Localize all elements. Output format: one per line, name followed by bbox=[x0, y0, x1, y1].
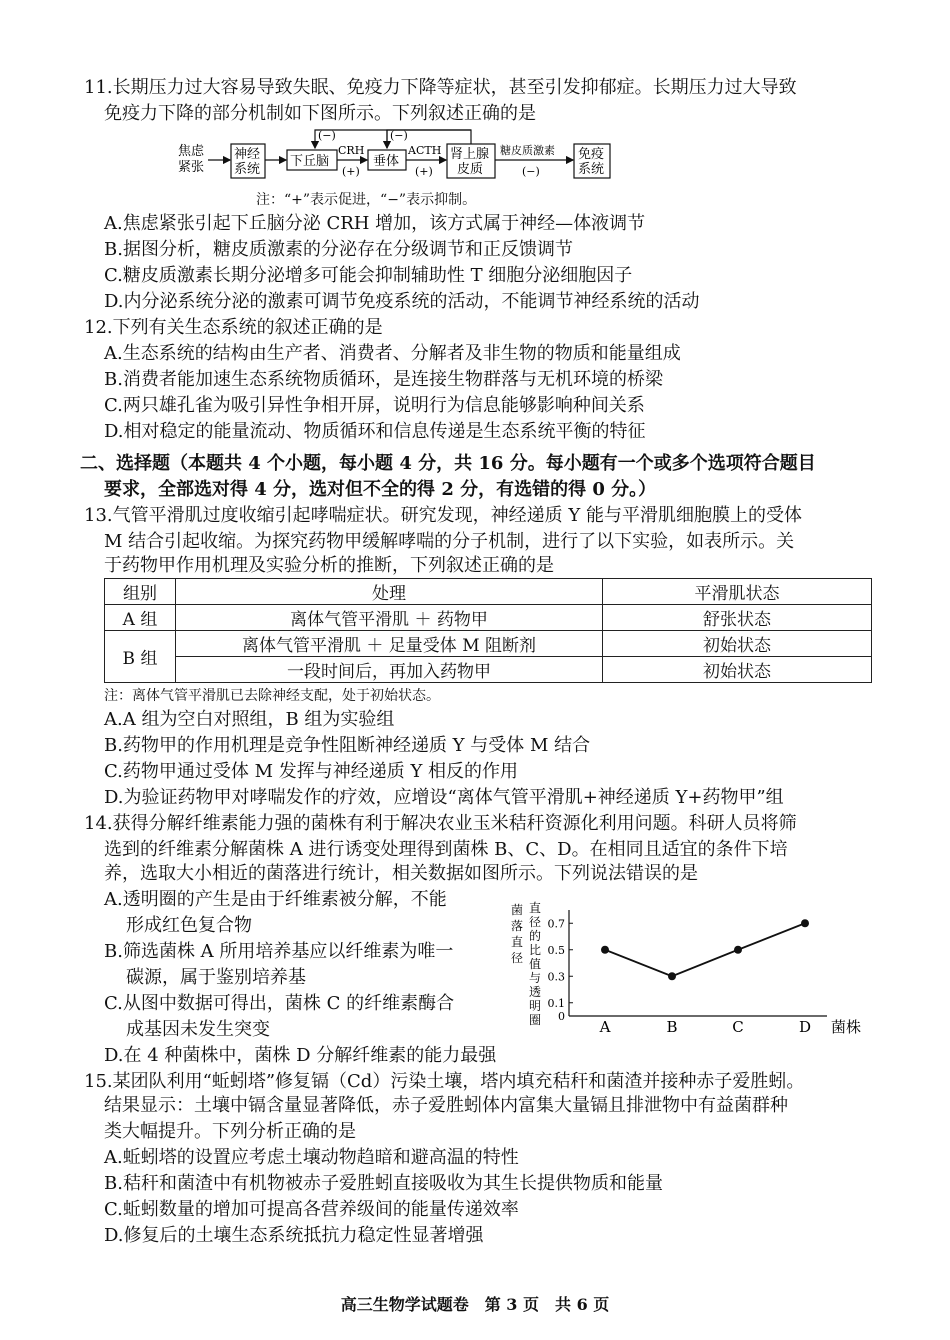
chart-ylabel-col2: 直径的比值与透明圈 bbox=[528, 901, 542, 1027]
q11-stem-line1: 11.长期压力过大容易导致失眠、免疫力下降等症状，甚至引发抑郁症。长期压力过大导致 bbox=[84, 77, 797, 98]
chart-y-tick-label-2: 0.3 bbox=[547, 970, 565, 984]
table-cell-group-a: A 组 bbox=[105, 605, 176, 631]
q14-option-a-line1[interactable]: A.透明圈的产生是由于纤维素被分解，不能 bbox=[104, 889, 447, 910]
q13-experiment-table bbox=[104, 578, 872, 683]
q11-option-a[interactable]: A.焦虑紧张引起下丘脑分泌 CRH 增加，该方式属于神经—体液调节 bbox=[104, 213, 646, 234]
q15-option-d[interactable]: D.修复后的土壤生态系统抵抗力稳定性显著增强 bbox=[104, 1225, 484, 1246]
q13-stem-line2: M 结合引起收缩。为探究药物甲缓解哮喘的分子机制，进行了以下实验，如表所示。关 bbox=[104, 531, 795, 552]
table-cell-group-b: B 组 bbox=[105, 631, 176, 683]
q13-option-b[interactable]: B.药物甲的作用机理是竞争性阻断神经递质 Y 与受体 M 结合 bbox=[104, 735, 591, 756]
chart-ylabel-col1: 菌落直径 bbox=[510, 903, 524, 965]
diagram-start-line1: 焦虑 bbox=[178, 144, 205, 159]
chart-y-tick-label-4: 0.7 bbox=[547, 917, 565, 931]
table-cell-treatment-b2: 一段时间后，再加入药物甲 bbox=[176, 657, 603, 683]
table-cell-treatment-b1: 离体气管平滑肌 ＋ 足量受体 M 阻断剂 bbox=[176, 631, 603, 657]
table-cell-treatment-a: 离体气管平滑肌 ＋ 药物甲 bbox=[176, 605, 603, 631]
q12-option-d[interactable]: D.相对稳定的能量流动、物质循环和信息传递是生态系统平衡的特征 bbox=[104, 421, 646, 442]
q11-option-d[interactable]: D.内分泌系统分泌的激素可调节免疫系统的活动，不能调节神经系统的活动 bbox=[104, 291, 700, 312]
table-header-state: 平滑肌状态 bbox=[603, 579, 872, 605]
chart-x-label-A: A bbox=[599, 1018, 611, 1036]
q11-diagram-note: 注：“+”表示促进，“−”表示抑制。 bbox=[256, 192, 477, 208]
q15-stem-line2: 结果显示：土壤中镉含量显著降低，赤子爱胜蚓体内富集大量镉且排泄物中有益菌群种 bbox=[104, 1095, 788, 1116]
q15-stem-line1: 15.某团队利用“蚯蚓塔”修复镉（Cd）污染土壤，塔内填充秸秆和菌渣并接种赤子爱胜蚓。 bbox=[84, 1071, 805, 1092]
diagram-box-pituitary-label: 垂体 bbox=[373, 154, 400, 169]
diagram-sign-crh: (+) bbox=[342, 165, 360, 178]
diagram-box-immune-system-label2: 系统 bbox=[578, 162, 605, 177]
q15-option-b[interactable]: B.秸秆和菌渣中有机物被赤子爱胜蚓直接吸收为其生长提供物质和能量 bbox=[104, 1173, 663, 1194]
diagram-sign-glucocorticoid: (−) bbox=[522, 165, 540, 178]
chart-series-line bbox=[605, 923, 805, 976]
table-row bbox=[105, 657, 872, 683]
chart-x-label-B: B bbox=[666, 1018, 678, 1036]
q12-option-a[interactable]: A.生态系统的结构由生产者、消费者、分解者及非生物的物质和能量组成 bbox=[104, 343, 681, 364]
table-row bbox=[105, 631, 872, 657]
chart-x-label-D: D bbox=[798, 1018, 812, 1036]
chart-y-tick-label-0: 0 bbox=[558, 1010, 565, 1023]
diagram-hormone-crh: CRH bbox=[338, 144, 365, 157]
diagram-sign-acth: (+) bbox=[415, 165, 433, 178]
q12-option-c[interactable]: C.两只雄孔雀为吸引异性争相开屏，说明行为信息能够影响种间关系 bbox=[104, 395, 645, 416]
chart-point-B bbox=[668, 972, 676, 980]
q11-option-b[interactable]: B.据图分析，糖皮质激素的分泌存在分级调节和正反馈调节 bbox=[104, 239, 573, 260]
diagram-feedback-2: (−) bbox=[390, 129, 408, 142]
q14-stem-line2: 选到的纤维素分解菌株 A 进行诱变处理得到菌株 B、C、D。在相同且适宜的条件下培 bbox=[104, 839, 788, 860]
q13-option-a[interactable]: A.A 组为空白对照组，B 组为实验组 bbox=[104, 709, 395, 730]
diagram-box-adrenal-cortex-label1: 肾上腺 bbox=[450, 147, 490, 162]
diagram-box-nervous-system-label2: 系统 bbox=[234, 162, 261, 177]
q13-option-c[interactable]: C.药物甲通过受体 M 发挥与神经递质 Y 相反的作用 bbox=[104, 761, 519, 782]
table-row bbox=[105, 605, 872, 631]
q14-stem-line3: 养，选取大小相近的菌落进行统计，相关数据如图所示。下列说法错误的是 bbox=[104, 863, 698, 884]
q14-option-d[interactable]: D.在 4 种菌株中，菌株 D 分解纤维素的能力最强 bbox=[104, 1045, 497, 1066]
chart-y-tick-label-3: 0.5 bbox=[547, 943, 565, 957]
diagram-box-immune-system-label1: 免疫 bbox=[578, 147, 605, 162]
q14-option-c-line2: 成基因未发生突变 bbox=[126, 1019, 270, 1040]
q13-table-note: 注：离体气管平滑肌已去除神经支配，处于初始状态。 bbox=[104, 688, 440, 704]
q14-option-a-line2: 形成红色复合物 bbox=[126, 915, 252, 936]
diagram-hormone-glucocorticoid: 糖皮质激素 bbox=[500, 144, 555, 157]
page-footer: 高三生物学试题卷 第 3 页 共 6 页 bbox=[340, 1295, 610, 1314]
table-header-group: 组别 bbox=[105, 579, 176, 605]
q14-stem-line1: 14.获得分解纤维素能力强的菌株有利于解决农业玉米秸秆资源化利用问题。科研人员将筛 bbox=[84, 813, 797, 834]
table-header-row bbox=[105, 579, 872, 605]
diagram-box-hypothalamus-label: 下丘脑 bbox=[290, 154, 330, 169]
q15-option-a[interactable]: A.蚯蚓塔的设置应考虑土壤动物趋暗和避高温的特性 bbox=[104, 1147, 519, 1168]
diagram-hormone-acth: ACTH bbox=[408, 144, 442, 157]
chart-y-tick-label-1: 0.1 bbox=[547, 996, 565, 1010]
q14-option-b-line1[interactable]: B.筛选菌株 A 所用培养基应以纤维素为唯一 bbox=[104, 941, 454, 962]
q15-stem-line3: 类大幅提升。下列分析正确的是 bbox=[104, 1121, 356, 1142]
q14-option-b-line2: 碳源，属于鉴别培养基 bbox=[126, 967, 306, 988]
chart-xlabel: 菌株 bbox=[831, 1018, 862, 1036]
chart-point-C bbox=[734, 946, 742, 954]
diagram-box-adrenal-cortex-label2: 皮质 bbox=[457, 162, 484, 177]
table-cell-state-b2: 初始状态 bbox=[603, 657, 872, 683]
q12-option-b[interactable]: B.消费者能加速生态系统物质循环，是连接生物群落与无机环境的桥梁 bbox=[104, 369, 663, 390]
chart-point-A bbox=[601, 946, 609, 954]
q14-line-chart bbox=[505, 900, 875, 1040]
q15-option-c[interactable]: C.蚯蚓数量的增加可提高各营养级间的能量传递效率 bbox=[104, 1199, 519, 1220]
chart-x-label-C: C bbox=[732, 1018, 744, 1036]
table-header-treatment: 处理 bbox=[176, 579, 603, 605]
q14-option-c-line1[interactable]: C.从图中数据可得出，菌株 C 的纤维素酶合 bbox=[104, 993, 455, 1014]
q11-mechanism-diagram bbox=[170, 124, 620, 186]
q11-stem-line2: 免疫力下降的部分机制如下图所示。下列叙述正确的是 bbox=[104, 103, 536, 124]
q12-stem: 12.下列有关生态系统的叙述正确的是 bbox=[84, 317, 383, 338]
q13-stem-line1: 13.气管平滑肌过度收缩引起哮喘症状。研究发现，神经递质 Y 能与平滑肌细胞膜上的受体 bbox=[84, 505, 802, 526]
q13-option-d[interactable]: D.为验证药物甲对哮喘发作的疗效，应增设“离体气管平滑肌+神经递质 Y+药物甲”组 bbox=[104, 787, 784, 808]
table-cell-state-a: 舒张状态 bbox=[603, 605, 872, 631]
diagram-start-line2: 紧张 bbox=[178, 160, 205, 175]
diagram-feedback-1: (−) bbox=[318, 129, 336, 142]
chart-point-D bbox=[801, 919, 809, 927]
section2-header-line1: 二、选择题（本题共 4 个小题，每小题 4 分，共 16 分。每小题有一个或多个选项符合题目 bbox=[80, 453, 816, 474]
diagram-box-nervous-system-label1: 神经 bbox=[234, 147, 261, 162]
q11-option-c[interactable]: C.糖皮质激素长期分泌增多可能会抑制辅助性 T 细胞分泌细胞因子 bbox=[104, 265, 633, 286]
section2-header-line2: 要求，全部选对得 4 分，选对但不全的得 2 分，有选错的得 0 分。） bbox=[104, 479, 657, 500]
table-cell-state-b1: 初始状态 bbox=[603, 631, 872, 657]
q13-stem-line3: 于药物甲作用机理及实验分析的推断，下列叙述正确的是 bbox=[104, 555, 554, 576]
